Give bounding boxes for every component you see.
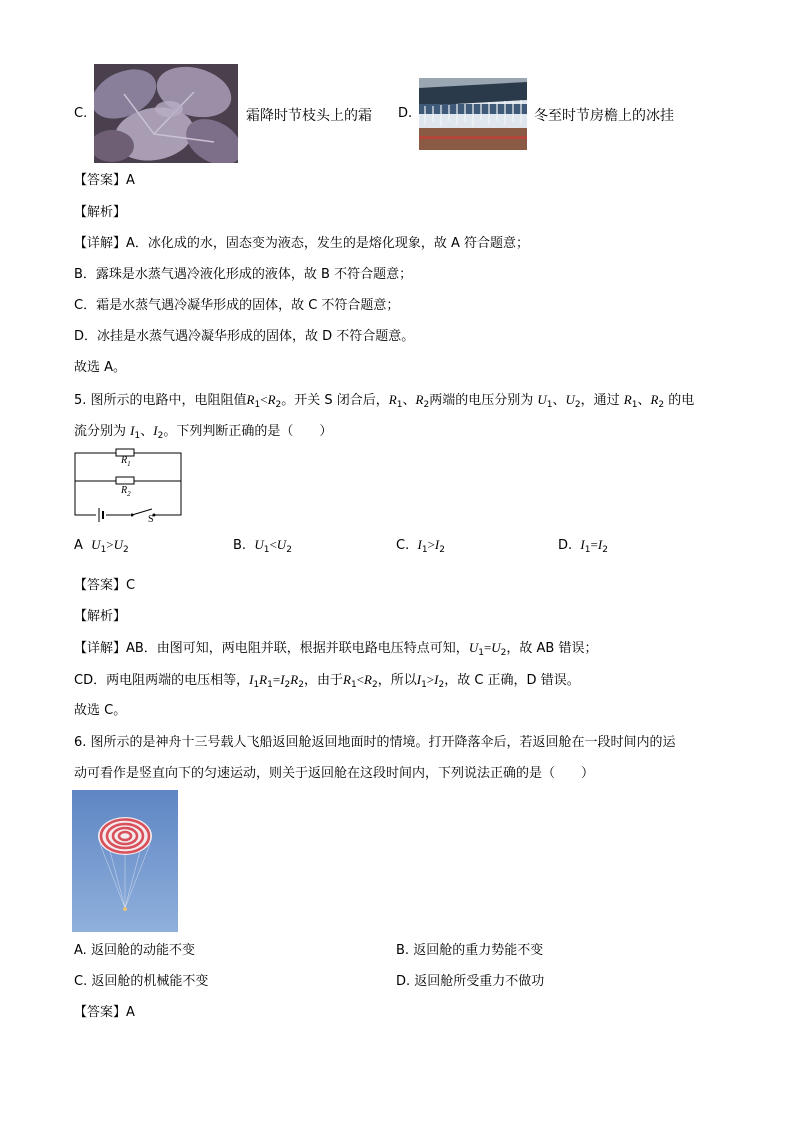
option-d-caption: 冬至时节房檐上的冰挂 [534,108,674,124]
q6-option-d: D. 返回舱所受重力不做功 [396,974,545,989]
q5-answer: 【答案】C [74,578,136,593]
option-c-label: C. [74,106,88,121]
parachute-photo [72,790,178,932]
q4-conclusion: 故选 A。 [74,360,127,375]
q6-option-a: A. 返回舱的动能不变 [74,943,195,958]
q4-detail-c: C．霜是水蒸气遇冷凝华形成的固体，故 C 不符合题意； [74,298,400,313]
q5-stem-line-1: 5. 图所示的电路中，电阻阻值$R_1<R_2$。开关 S 闭合后，$R_1$、$R_2$两端的电压分别为 $U_1$、$U_2$，通过 $R_1$、$R_2$ 的电 [74,392,695,410]
q6-option-c: C. 返回舱的机械能不变 [74,974,209,989]
r2-label: $R_2$ [121,485,131,498]
q5-stem-line-2: 流分别为 $I_1$、$I_2$。下列判断正确的是（ ） [74,423,333,441]
q4-answer: 【答案】A [74,173,135,188]
option-c-caption: 霜降时节枝头上的霜 [246,108,372,124]
q5-detail-1: 【详解】AB．由图可知，两电阻并联，根据并联电路电压特点可知，$U_1=U_2$，故 AB 错误； [74,640,598,658]
q6-stem-line-2: 动可看作是竖直向下的匀速运动，则关于返回舱在这段时间内，下列说法正确的是（ ） [74,766,595,781]
q5-detail-2: CD．两电阻两端的电压相等，$I_1R_1=I_2R_2$，由于$R_1<R_2$，所以$I_1>I_2$，故 C 正确，D 错误。 [74,672,580,690]
q5-conclusion: 故选 C。 [74,703,127,718]
battery-symbol [96,508,106,522]
q5-analysis-heading: 【解析】 [74,609,127,624]
q6-answer: 【答案】A [74,1005,135,1020]
q5-option-d: D. $I_1=I_2$ [558,537,608,555]
frost-leaves-photo [94,64,238,163]
switch-label: S [148,514,154,525]
q5-option-c: C. $I_1>I_2$ [396,537,445,555]
q6-stem-line-1: 6. 图所示的是神舟十三号载人飞船返回舱返回地面时的情境。打开降落伞后，若返回舱在一段时间内的运 [74,735,676,750]
q5-option-a: A $U_1>U_2$ [74,537,129,555]
q4-analysis-heading: 【解析】 [74,205,127,220]
r1-label: $R_1$ [121,455,131,468]
resistor-r2 [116,477,134,484]
q5-option-b: B. $U_1<U_2$ [233,537,292,555]
q4-detail-d: D．冰挂是水蒸气遇冷凝华形成的固体，故 D 不符合题意。 [74,329,415,344]
circuit-diagram [72,448,186,525]
q4-detail-a: 【详解】A．冰化成的水，固态变为液态，发生的是熔化现象，故 A 符合题意； [74,236,530,251]
q4-detail-b: B．露珠是水蒸气遇冷液化形成的液体，故 B 不符合题意； [74,267,413,282]
q6-option-b: B. 返回舱的重力势能不变 [396,943,544,958]
option-d-label: D. [398,106,413,121]
icicle-eaves-photo [419,78,527,150]
